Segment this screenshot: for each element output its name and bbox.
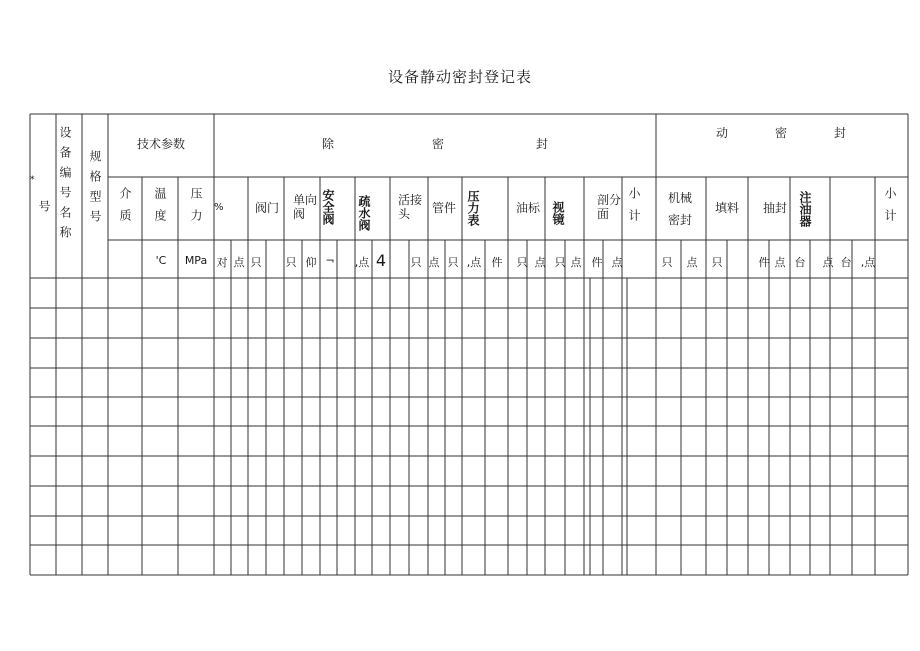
unit-temp: 'C	[155, 254, 167, 267]
page-title: 设备静动密封登记表	[387, 68, 532, 86]
col-medium: 介质	[118, 187, 132, 231]
unit-5: 仰	[305, 256, 317, 269]
col-sight-glass: 视镜	[551, 201, 565, 225]
unit-19: 点	[611, 256, 623, 269]
unit-16: 只	[554, 256, 566, 269]
unit-1: 对	[216, 256, 228, 269]
unit-4: 只	[285, 256, 297, 269]
unit-6: ¬	[325, 254, 335, 267]
unit-25: 台	[794, 256, 806, 269]
static-seal-3: 封	[535, 137, 549, 151]
col-drain-valve: 疏水阀	[357, 195, 371, 231]
static-seal-1: 除	[321, 137, 335, 151]
col-pump-seal: 抽封	[762, 201, 788, 215]
unit-21: 点	[686, 256, 698, 269]
col-spec-model: 规格型号	[88, 150, 102, 230]
unit-3: 只	[250, 256, 262, 269]
col-split-face: 剖分面	[597, 193, 622, 221]
col-percent: %	[214, 202, 224, 213]
col-valve: 阀门	[254, 201, 280, 215]
unit-9: 只	[410, 256, 422, 269]
col-oiler: 注油器	[798, 191, 812, 227]
unit-11: 只	[447, 256, 459, 269]
col-mech-seal: 机械密封	[668, 191, 693, 227]
col-pressure-gauge: 压力表	[466, 190, 480, 226]
dynamic-seal-2: 密	[774, 126, 788, 140]
stray-mark: *	[30, 175, 35, 185]
unit-2: 点	[233, 256, 245, 269]
unit-23: 件	[758, 256, 770, 269]
unit-20: 只	[661, 256, 673, 269]
unit-14: 只	[516, 256, 528, 269]
col-safety-valve: 安全阀	[321, 189, 335, 225]
col-device-code-name: 设备编号名称	[58, 126, 72, 246]
unit-13: 件	[491, 256, 503, 269]
col-pressure: 压力	[189, 187, 203, 231]
dynamic-seal-1: 动	[715, 126, 729, 140]
unit-28: ,点	[860, 256, 876, 269]
unit-15: 点	[534, 256, 546, 269]
unit-18: 件	[591, 256, 603, 269]
unit-7: ,点	[354, 256, 370, 269]
unit-8: 4	[375, 251, 387, 270]
col-seq: 号	[37, 200, 51, 212]
unit-pressure: MPa	[184, 254, 208, 267]
col-oil-mark: 油标	[515, 201, 541, 215]
col-union: 活接头	[398, 193, 423, 221]
static-seal-2: 密	[431, 137, 445, 151]
dynamic-seal-3: 封	[833, 126, 847, 140]
col-pipe-fitting: 管件	[431, 201, 457, 215]
unit-22: 只	[711, 256, 723, 269]
unit-10: 点	[428, 256, 440, 269]
col-subtotal-dynamic: 小计	[883, 187, 897, 231]
unit-17: 点	[570, 256, 582, 269]
unit-24: 点	[774, 256, 786, 269]
col-check-valve: 单向阀	[293, 193, 318, 221]
unit-27: 台	[840, 256, 852, 269]
unit-12: ,点	[466, 256, 482, 269]
col-packing: 填料	[714, 201, 740, 215]
col-tech-params: 技术参数	[136, 137, 186, 151]
unit-26: 点	[822, 256, 834, 269]
col-subtotal-static: 小计	[627, 187, 641, 231]
col-temperature: 温度	[153, 187, 167, 231]
